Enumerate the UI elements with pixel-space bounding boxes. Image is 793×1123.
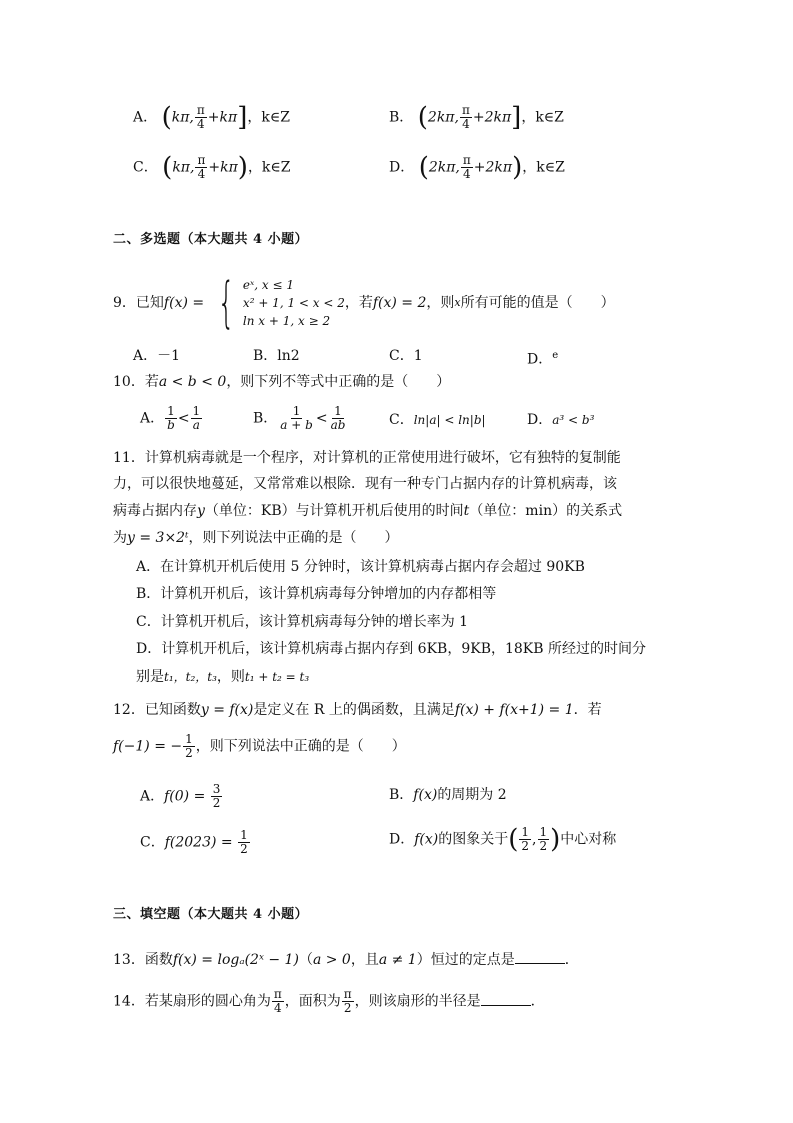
option-suffix: ，k∈Z [521, 109, 564, 126]
option-expr: f(x) [414, 831, 439, 848]
option-label: C． [133, 159, 158, 176]
frac-den: 4 [462, 117, 470, 131]
frac-den: 2 [185, 746, 193, 760]
q14-text: ，面积为 [284, 993, 341, 1010]
frac-den: 4 [197, 117, 205, 131]
q10-option-d [527, 410, 594, 430]
q9-piecewise [243, 276, 345, 330]
option-expr: f(x) [413, 787, 438, 803]
q11-text: （单位：min）的关系式 [469, 503, 623, 519]
q10-option-c [389, 410, 486, 430]
q9-case: ln x + 1, x ≥ 2 [242, 314, 331, 328]
q11-text: ，则 [216, 669, 245, 685]
option-suffix: ，k∈Z [247, 159, 291, 176]
q12-function: y = f(x) [200, 702, 254, 718]
q8-option-b: B． (2kπ, $\frac{\pi}{4}$ +2kπ]，k∈Z [389, 102, 564, 133]
q13-text: ）恒过的定点是 [416, 952, 515, 968]
frac-den: b [167, 418, 175, 432]
q11-text: ，则下列说法中正确的是（ ） [188, 530, 399, 546]
q12-text: ．若 [573, 702, 602, 718]
question-10-stem [113, 372, 450, 392]
section-heading-fill-blank: 三、填空题（本大题共 4 小题） [113, 907, 309, 922]
q10-text: 10．若 [113, 374, 159, 390]
option-expr: +kπ [208, 159, 238, 176]
option-text: －1 [157, 348, 181, 364]
frac-num: 1 [185, 732, 193, 746]
question-11-line-4 [113, 528, 399, 548]
option-expr: +kπ [207, 109, 238, 126]
option-suffix: ，k∈Z [522, 159, 565, 176]
q9-function: f(x) = [163, 295, 209, 311]
q11-var: y [197, 503, 205, 519]
q8-option-a: A． (kπ, $\frac{\pi}{4}$ +kπ]，k∈Z [133, 102, 290, 133]
q11-equation: t₁ + t₂ = t₃ [244, 670, 310, 684]
q9-text: ，则 [426, 295, 455, 311]
frac-den: 4 [197, 167, 206, 181]
q11-text: （单位：KB）与计算机开机后使用的时间 [204, 503, 464, 519]
frac-num: π [196, 103, 205, 117]
frac-num: 1 [240, 828, 248, 842]
question-13 [113, 949, 579, 970]
q10-text: ，则下列不等式中正确的是（ ） [226, 374, 451, 390]
question-9-stem: 9．已知f(x) = { eˣ, x ≤ 1 x² + 1, 1 < x < 2 ln x + 1, x ≥ 2 ，若f(x) = 2，则x所有可能的值是（ ） [113, 271, 615, 334]
question-14 [113, 988, 545, 1015]
option-op: < [315, 410, 328, 427]
option-label: D． [389, 831, 415, 848]
q12-text: 是定义在 R 上的偶函数，且满足 [253, 702, 455, 718]
q13-text: ，且 [350, 952, 379, 968]
q9-option-c [389, 346, 423, 366]
frac-num: π [343, 987, 352, 1001]
q9-prefix: 9．已知 [113, 295, 164, 311]
frac-den: a [192, 418, 200, 432]
frac-den: ab [330, 418, 346, 432]
option-label: C． [389, 412, 414, 428]
q13-text: 13．函数 [113, 952, 173, 968]
q8-option-c: C． (kπ, $\frac{\pi}{4}$ +kπ)，k∈Z [133, 152, 291, 183]
frac-num: π [197, 153, 206, 167]
frac-num: π [461, 103, 470, 117]
q11-option-d: D．计算机开机后，该计算机病毒占据内存到 6KB，9KB，18KB 所经过的时间分 [136, 641, 646, 657]
frac-den: a + b [280, 418, 313, 432]
q11-text: 为 [113, 530, 127, 546]
q12-option-c [140, 829, 251, 856]
option-text: 1 [413, 348, 423, 364]
option-expr: kπ, [171, 109, 194, 126]
option-text: ln|a| < ln|b| [413, 413, 486, 427]
q13-function: f(x) = logₐ(2ˣ − 1) [172, 952, 299, 968]
q12-equation: f(x) + f(x+1) = 1 [454, 702, 574, 718]
frac-num: 1 [192, 404, 201, 418]
option-expr: f(2023) = [164, 834, 238, 851]
option-text: 的周期为 2 [437, 787, 507, 803]
option-label: A． [133, 348, 158, 364]
q9-text: ，若 [344, 295, 373, 311]
option-label: C． [140, 834, 165, 851]
q14-text: ． [530, 993, 545, 1010]
q10-condition: a < b < 0 [158, 374, 227, 390]
option-text: a³ < b³ [552, 413, 595, 427]
q12-option-d: D．f(x)的图象关于( $\frac{1}{2}$ , $\frac{1}{2}$ )中心对称 [389, 824, 617, 855]
option-label: A． [140, 410, 165, 427]
q14-text: 14．若某扇形的圆心角为 [113, 993, 271, 1010]
option-label: D． [389, 159, 415, 176]
frac-num: 1 [539, 825, 548, 839]
option-label: B． [253, 348, 278, 364]
q10-option-a [140, 405, 203, 432]
frac-num: 1 [292, 404, 301, 418]
q9-option-b [253, 346, 300, 366]
q11-option-b: B．计算机开机后，该计算机病毒每分钟增加的内存都相等 [136, 586, 497, 602]
frac-num: 1 [167, 404, 175, 418]
option-label: C． [389, 348, 414, 364]
question-11-line-2: 力，可以很快地蔓延，又常常难以根除．现有一种专门占据内存的计算机病毒，该 [113, 476, 617, 492]
frac-num: 1 [521, 825, 530, 839]
frac-den: 4 [463, 167, 471, 181]
question-11-line-1: 11．计算机病毒就是一个程序，对计算机的正常使用进行破坏，它有独特的复制能 [113, 450, 621, 466]
q11-vars: t₁，t₂，t₃ [164, 670, 217, 684]
option-text: e [552, 350, 559, 361]
frac-num: π [462, 153, 471, 167]
question-11-line-3 [113, 501, 622, 521]
option-suffix: ，k∈Z [247, 109, 290, 126]
frac-num: π [273, 987, 282, 1001]
q13-text: ． [564, 952, 579, 968]
option-label: A． [140, 788, 165, 805]
q11-option-c: C．计算机开机后，该计算机病毒每分钟的增长率为 1 [136, 614, 469, 630]
q12-option-a [140, 783, 223, 810]
section-heading-multi-choice: 二、多选题（本大题共 4 小题） [113, 232, 309, 247]
option-expr: kπ, [172, 159, 195, 176]
question-12-line-2 [113, 733, 406, 760]
q9-case: eˣ, x ≤ 1 [242, 278, 294, 292]
frac-den: 2 [343, 1001, 352, 1015]
q9-option-a [133, 346, 180, 366]
frac-num: 1 [334, 404, 342, 418]
q14-text: ，则该扇形的半径是 [354, 993, 481, 1010]
q13-condition: a > 0 [312, 952, 351, 968]
question-12-line-1 [113, 700, 602, 720]
option-expr: +2kπ [472, 109, 512, 126]
q12-text: 12．已知函数 [113, 702, 201, 718]
option-label: D． [527, 351, 553, 368]
q12-condition: f(−1) = − [113, 738, 183, 755]
q11-option-a: A．在计算机开机后使用 5 分钟时，该计算机病毒占据内存会超过 90KB [136, 559, 585, 575]
frac-den: 2 [521, 839, 530, 853]
q10-option-b [253, 405, 348, 432]
option-text: 的图象关于 [438, 831, 509, 848]
q11-formula: y = 3×2ᵗ [127, 530, 189, 546]
option-expr: +2kπ [473, 159, 513, 176]
option-label: A． [133, 109, 158, 126]
q12-option-b [389, 785, 507, 805]
option-op: < [177, 410, 190, 427]
q11-option-d-cont [136, 667, 309, 687]
option-label: B． [389, 109, 414, 126]
q13-text: （ [298, 952, 313, 968]
option-text: 中心对称 [560, 831, 617, 848]
option-expr: 2kπ, [427, 109, 459, 126]
q11-text: 别是 [136, 669, 164, 685]
q9-option-d [527, 346, 558, 370]
q9-case: x² + 1, 1 < x < 2 [242, 296, 345, 310]
answer-blank[interactable] [515, 949, 565, 964]
option-label: B． [253, 410, 278, 427]
option-text: ln2 [277, 348, 300, 364]
option-label: B． [389, 787, 414, 803]
frac-den: 4 [273, 1001, 282, 1015]
frac-den: 2 [240, 842, 248, 856]
q9-variable: x [454, 296, 461, 309]
q11-var: t [463, 503, 470, 519]
q9-text: 所有可能的值是（ ） [460, 295, 615, 311]
option-expr: f(0) = [164, 788, 210, 805]
q11-text: 病毒占据内存 [113, 503, 197, 519]
q13-condition: a ≠ 1 [378, 952, 417, 968]
option-label: D． [527, 412, 553, 428]
frac-num: 3 [212, 782, 221, 796]
frac-den: 2 [212, 796, 221, 810]
option-expr: 2kπ, [428, 159, 460, 176]
q8-option-d: D． (2kπ, $\frac{\pi}{4}$ +2kπ)，k∈Z [389, 152, 565, 183]
q9-condition: f(x) = 2 [372, 295, 427, 311]
q12-text: ，则下列说法中正确的是（ ） [195, 738, 406, 755]
frac-den: 2 [539, 839, 548, 853]
answer-blank[interactable] [481, 991, 531, 1006]
